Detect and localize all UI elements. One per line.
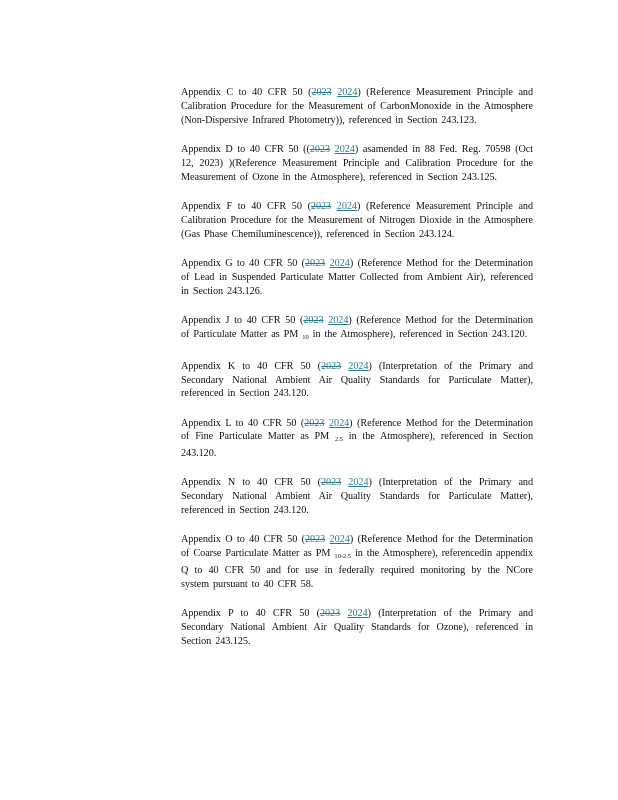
pm-subscript: 10-2.5: [334, 553, 351, 561]
inserted-year: 2024: [336, 200, 357, 212]
deleted-year: 2023: [305, 257, 326, 269]
deleted-year: 2023: [319, 608, 341, 620]
paragraph-text: Appendix N to 40 CFR 50 (: [181, 477, 322, 489]
inserted-year: 2024: [329, 534, 350, 546]
inserted-year: 2024: [348, 477, 369, 489]
inserted-year: 2024: [347, 608, 368, 620]
inserted-year: 2024: [334, 143, 355, 155]
paragraph-text: ) (Interpretation of the Primary and Secondary National Ambient Air Quality Standards for Particulate Matter), referenced in Section 243.120.: [181, 477, 534, 517]
paragraph-text: in the Atmosphere), referenced in Section 243.120.: [308, 328, 528, 340]
appendix-f-paragraph: [181, 200, 533, 242]
inserted-year: 2024: [328, 417, 350, 429]
appendix-l-paragraph: [181, 417, 533, 462]
deleted-year: 2023: [309, 143, 330, 155]
paragraph-text: Appendix K to 40 CFR 50 (: [181, 360, 322, 372]
paragraph-text: ) (Reference Method for the Determination of Lead in Suspended Particulate Matter Collected from Ambient Air), referenced in Section 243.126.: [181, 257, 533, 297]
paragraph-text: Appendix C to 40 CFR 50 (: [181, 87, 312, 98]
paragraph-text: ) (Reference Measurement Principle and Calibration Procedure for the Measurement of Nitrogen Dioxide in the Atmosphere (Gas Phase Chemiluminescence)), referenced in Section 243.124.: [181, 200, 534, 240]
paragraph-text: ) (Interpretation of the Primary and Secondary National Ambient Air Quality Standards for Ozone), referenced in Section 243.125.: [181, 608, 534, 647]
paragraph-text: Appendix D to 40 CFR 50 ((: [181, 143, 310, 155]
paragraph-text: ) (Reference Measurement Principle and Calibration Procedure for the Measurement of CarbonMonoxide in the Atmosphere (Non-Dispersive Infrared Photometry)), referenced in Section 243.123.: [181, 87, 533, 126]
paragraph-text: Appendix F to 40 CFR 50 (: [181, 200, 311, 212]
appendix-g-paragraph: [181, 257, 533, 299]
paragraph-text: ) (Interpretation of the Primary and Secondary National Ambient Air Quality Standards for Particulate Matter), referenced in Section 243.120.: [181, 360, 534, 400]
paragraph-text: Appendix O to 40 CFR 50 (: [181, 534, 306, 546]
paragraph-text: ) (Reference Method for the Determination of Fine Particulate Matter as PM: [181, 417, 533, 443]
pm-subscript: 10: [302, 333, 309, 341]
inserted-year: 2024: [328, 314, 349, 326]
paragraph-text: ) (Reference Method for the Determination of Particulate Matter as PM: [181, 314, 533, 340]
appendix-d-paragraph: [181, 143, 533, 185]
inserted-year: 2024: [329, 257, 350, 269]
paragraph-text: in the Atmosphere), referenced in Section 243.120.: [181, 431, 533, 460]
paragraph-text: ) asamended in 88 Fed. Reg. 70598 (Oct 12, 2023) )(Reference Measurement Principle and Calibration Procedure for the Measurement of Ozone in the Atmosphere), referenced in Section 243.125.: [181, 143, 533, 183]
document-body: [181, 86, 533, 664]
deleted-year: 2023: [303, 314, 324, 326]
appendix-o-paragraph: [181, 533, 533, 592]
appendix-c-paragraph: [181, 86, 533, 128]
pm-subscript: 2.5: [335, 436, 343, 444]
deleted-year: 2023: [310, 200, 332, 212]
paragraph-text: Appendix G to 40 CFR 50 (: [181, 257, 306, 269]
appendix-j-paragraph: [181, 314, 533, 345]
paragraph-text: Appendix L to 40 CFR 50 (: [181, 417, 305, 429]
deleted-year: 2023: [321, 477, 342, 489]
inserted-year: 2024: [348, 360, 369, 372]
deleted-year: 2023: [304, 417, 325, 429]
paragraph-text: in the Atmosphere), referencedin appendix Q to 40 CFR 50 and for use in federally required monitoring by the NCore system pursuant to 40 CFR 58.: [181, 548, 533, 591]
deleted-year: 2023: [305, 534, 326, 546]
inserted-year: 2024: [337, 87, 358, 98]
paragraph-text: ) (Reference Method for the Determination of Coarse Particulate Matter as PM: [181, 534, 533, 560]
appendix-p-paragraph: [181, 607, 533, 649]
appendix-k-paragraph: [181, 360, 533, 402]
paragraph-text: Appendix P to 40 CFR 50 (: [181, 608, 320, 620]
deleted-year: 2023: [311, 87, 332, 98]
paragraph-text: Appendix J to 40 CFR 50 (: [181, 314, 304, 326]
deleted-year: 2023: [321, 360, 342, 372]
appendix-n-paragraph: [181, 476, 533, 518]
